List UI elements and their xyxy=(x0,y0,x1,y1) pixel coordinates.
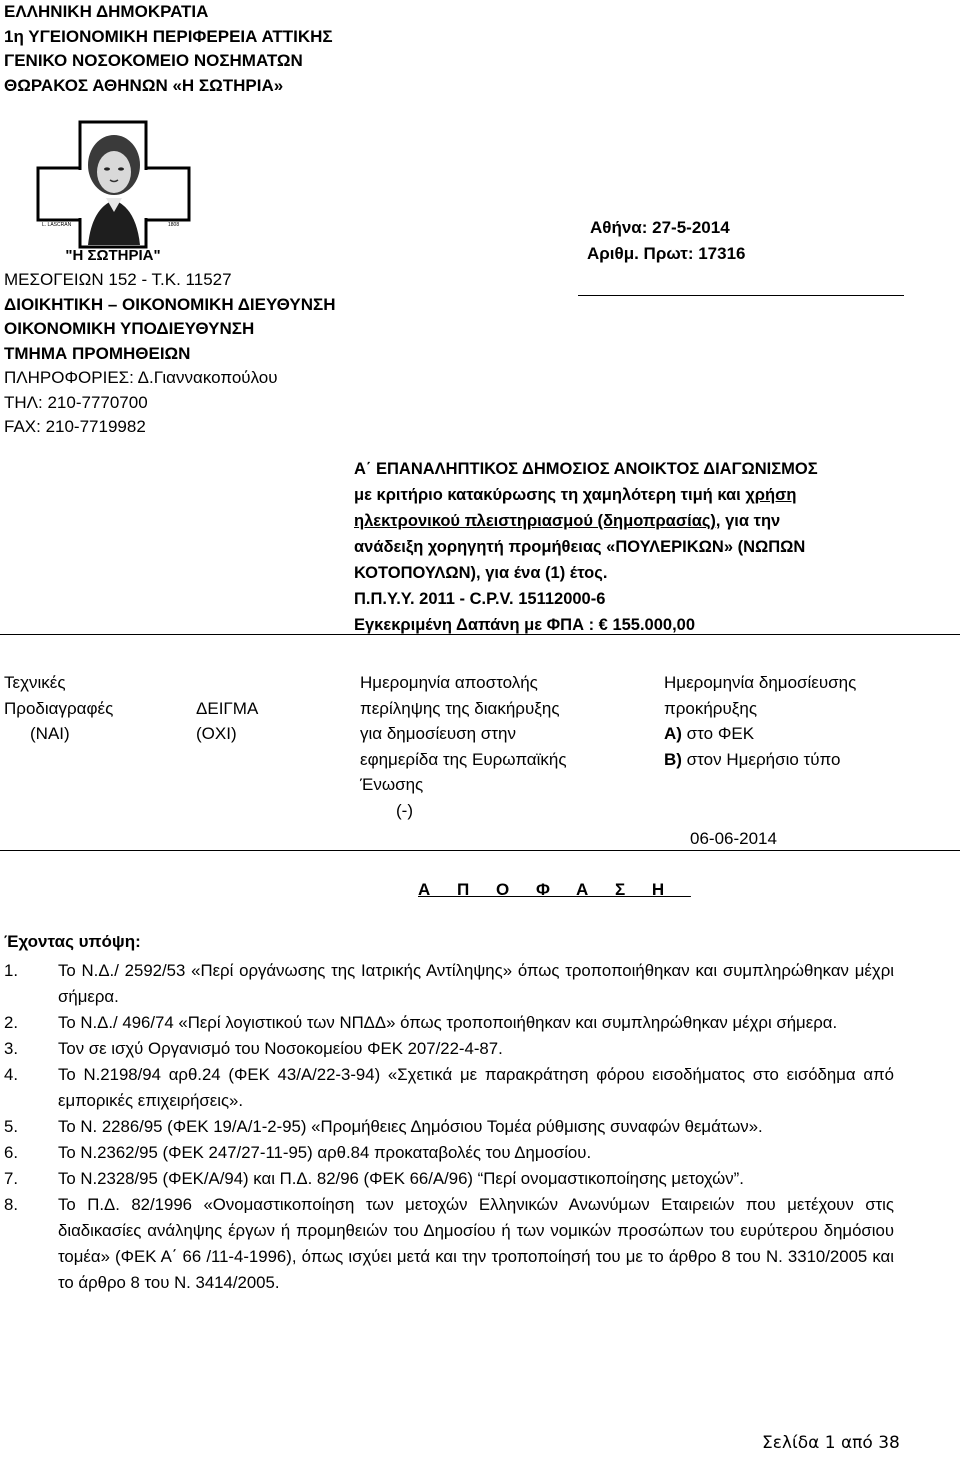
list-item xyxy=(4,1010,894,1036)
table-divider xyxy=(0,850,960,851)
header-line-1: ΕΛΛΗΝΙΚΗ ΔΗΜΟΚΡΑΤΙΑ xyxy=(4,2,209,21)
considering-heading: Έχοντας υπόψη: xyxy=(4,932,141,951)
logo-left-text: L. LASCRAN xyxy=(42,222,72,228)
list-item xyxy=(4,1036,894,1062)
subject-line-4: ανάδειξη χορηγητή προμήθειας «ΠΟΥΛΕΡΙΚΩΝ» (ΝΩΠΩΝ xyxy=(354,538,806,556)
header-line-2: 1η ΥΓΕΙΟΝΟΜΙΚΗ ΠΕΡΙΦΕΡΕΙΑ ΑΤΤΙΚΗΣ xyxy=(4,26,333,46)
department-1: ΔΙΟΙΚΗΤΙΚΗ – ΟΙΚΟΝΟΜΙΚΗ ΔΙΕΥΘΥΝΣΗ xyxy=(4,294,336,314)
tender-subject xyxy=(354,456,914,638)
subject-line-3a: ηλεκτρονικού πλειστηριασμού (δημοπρασίας) xyxy=(354,512,716,530)
subject-line-2 xyxy=(354,482,914,508)
list-item-text: Το Ν.2198/94 αρθ.24 (ΦΕΚ 43/Α/22-3-94) «Σχετικά με παρακράτηση φόρου εισοδήματος στο εισόδημα από εμπορικές επιχειρήσεις». xyxy=(58,1065,894,1110)
list-item xyxy=(4,1140,894,1166)
publication-date-column xyxy=(664,670,856,772)
subject-line-3 xyxy=(354,508,914,534)
subject-title: Α΄ ΕΠΑΝΑΛΗΠΤΙΚΟΣ ΔΗΜΟΣΙΟΣ ΑΝΟΙΚΤΟΣ ΔΙΑΓΩΝΙΣΜΟΣ xyxy=(354,460,818,478)
pub-line-fek xyxy=(664,721,856,747)
header-line-4: ΘΩΡΑΚΟΣ ΑΘΗΝΩΝ «Η ΣΩΤΗΡΙΑ» xyxy=(4,75,284,95)
list-item-number: 5. xyxy=(4,1117,18,1136)
list-item xyxy=(4,1192,894,1296)
address-street: ΜΕΣΟΓΕΙΩΝ 152 - Τ.Κ. 11527 xyxy=(4,270,232,289)
address-block xyxy=(4,268,336,440)
specs-label-1: Τεχνικές xyxy=(4,673,66,692)
logo-portrait-icon xyxy=(36,120,191,263)
pub-b-text: στον Ημερήσιο τύπο xyxy=(681,749,841,769)
pub-b-label: Β) xyxy=(664,749,682,769)
contact-info: ΠΛΗΡΟΦΟΡΙΕΣ: Δ.Γιαννακοπούλου xyxy=(4,368,278,387)
subject-line-3b: , για την xyxy=(715,512,781,530)
legal-basis-list xyxy=(4,958,894,1296)
subject-divider xyxy=(0,634,960,635)
list-item-text: Τον σε ισχύ Οργανισμό του Νοσοκομείου ΦΕΚ 207/22-4-87. xyxy=(58,1039,503,1058)
page-number: Σελίδα 1 από 38 xyxy=(762,1433,900,1453)
eu-publication-column xyxy=(360,670,567,823)
pub-line-press xyxy=(664,747,856,773)
list-item-number: 3. xyxy=(4,1039,18,1058)
list-item-text: Το Ν.2328/95 (ΦΕΚ/Α/94) και Π.Δ. 82/96 (ΦΕΚ 66/Α/96) “Περί ονομαστικοποίησης μετοχών”. xyxy=(58,1169,744,1188)
decision-title: Α Π Ο Φ Α Σ Η xyxy=(418,880,691,899)
pub-line-2: προκήρυξης xyxy=(664,698,758,718)
list-item xyxy=(4,1166,894,1192)
logo-caption: "Η ΣΩΤΗΡΙΑ" xyxy=(65,247,161,263)
pub-a-text: στο ΦΕΚ xyxy=(681,724,755,743)
specs-label-2: Προδιαγραφές xyxy=(4,698,114,718)
eu-line-1: Ημερομηνία αποστολής xyxy=(360,673,538,692)
specs-column xyxy=(4,670,113,747)
list-item-number: 6. xyxy=(4,1143,18,1162)
eu-line-3: για δημοσίευση στην xyxy=(360,724,516,743)
subject-line-2a: με κριτήριο κατακύρωσης τη χαμηλότερη τιμή και xyxy=(354,486,746,504)
list-item-text: Το Ν. 2286/95 (ΦΕΚ 19/Α/1-2-95) «Προμήθειες Δημόσιου Τομέα ρύθμισης συναφών θεμάτων». xyxy=(58,1117,763,1136)
subject-line-2b: χρήση xyxy=(745,486,797,504)
subject-line-7: Εγκεκριμένη Δαπάνη με ΦΠΑ : € 155.000,00 xyxy=(354,616,696,634)
eu-line-2: περίληψης της διακήρυξης xyxy=(360,698,560,718)
department-3: ΤΜΗΜΑ ΠΡΟΜΗΘΕΙΩΝ xyxy=(4,343,191,363)
list-item-number: 8. xyxy=(4,1195,18,1214)
sample-value: (ΟΧΙ) xyxy=(196,724,237,743)
list-item-number: 2. xyxy=(4,1013,18,1032)
header-line-3: ΓΕΝΙΚΟ ΝΟΣΟΚΟΜΕΙΟ ΝΟΣΗΜΑΤΩΝ xyxy=(4,51,303,70)
list-item xyxy=(4,1114,894,1140)
list-item-number: 7. xyxy=(4,1169,18,1188)
publication-date xyxy=(690,826,777,852)
department-2: ΟΙΚΟΝΟΜΙΚΗ ΥΠΟΔΙΕΥΘΥΝΣΗ xyxy=(4,319,255,338)
protocol-number: Αριθμ. Πρωτ: 17316 xyxy=(587,244,746,263)
eu-value: (-) xyxy=(396,800,413,820)
list-item-number: 1. xyxy=(4,961,18,980)
specs-value: (ΝΑΙ) xyxy=(30,724,70,743)
header-divider xyxy=(578,295,904,296)
list-item-number: 4. xyxy=(4,1065,18,1084)
organization-header xyxy=(4,0,333,98)
subject-line-6: Π.Π.Υ.Υ. 2011 - C.P.V. 15112000-6 xyxy=(354,590,606,608)
sample-label: ΔΕΙΓΜΑ xyxy=(196,698,259,718)
sample-column xyxy=(196,696,258,747)
eu-line-4: εφημερίδα της Ευρωπαϊκής xyxy=(360,749,567,769)
logo-right-text: 1808 xyxy=(168,222,180,228)
subject-line-5: ΚΟΤΟΠΟΥΛΩΝ), για ένα (1) έτος. xyxy=(354,564,608,582)
list-item-text: Το Ν.Δ./ 2592/53 «Περί οργάνωσης της Ιατρικής Αντίληψης» όπως τροποποιήθηκαν και συμπληρώθηκαν μέχρι σήμερα. xyxy=(58,961,894,1006)
telephone: ΤΗΛ: 210-7770700 xyxy=(4,392,148,412)
fax: FAX: 210-7719982 xyxy=(4,417,146,436)
pub-a-label: Α) xyxy=(664,724,682,743)
list-item-text: Το Π.Δ. 82/1996 «Ονομαστικοποίηση των μετοχών Ελληνικών Ανωνύμων Εταιρειών που μετέχουν στις διαδικασίες ανάληψης έργων ή προμηθειών του Δημοσίου ή των νομικών προσώπων του ευρύτερου δημόσιου τομέα» (ΦΕΚ Α΄ 66 /11-4-1996), όπως ισχύει μετά και την τροποποίησή του με το άρθρο 8 του Ν. 3310/2005 και το άρθρο 8 του Ν. 3414/2005. xyxy=(58,1195,894,1292)
pub-line-1: Ημερομηνία δημοσίευσης xyxy=(664,673,857,692)
document-date: Αθήνα: 27-5-2014 xyxy=(590,218,730,237)
eu-line-5: Ένωσης xyxy=(360,775,424,794)
list-item xyxy=(4,958,894,1010)
publication-date-value: 06-06-2014 xyxy=(690,829,777,848)
list-item xyxy=(4,1062,894,1114)
list-item-text: Το Ν.Δ./ 496/74 «Περί λογιστικού των ΝΠΔΔ» όπως τροποποιήθηκαν και συμπληρώθηκαν μέχρι σήμερα. xyxy=(58,1013,838,1032)
hospital-logo xyxy=(36,120,191,263)
list-item-text: Το Ν.2362/95 (ΦΕΚ 247/27-11-95) αρθ.84 προκαταβολές του Δημοσίου. xyxy=(58,1143,592,1162)
